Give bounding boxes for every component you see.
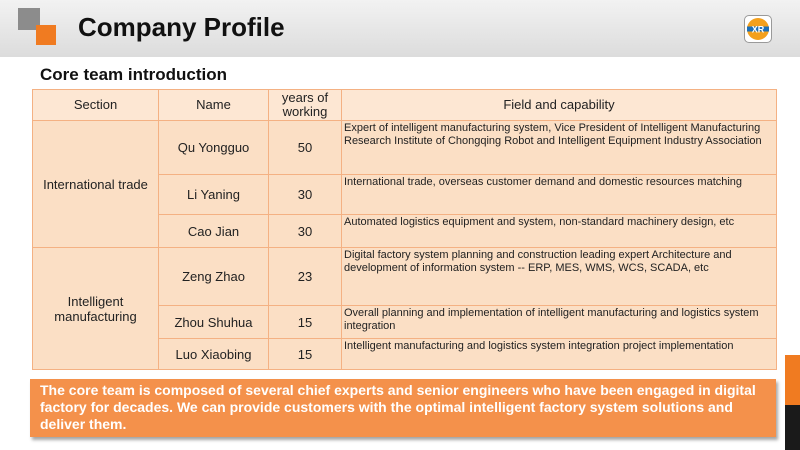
decorative-side-black-bar: [785, 405, 800, 450]
years-cell: 23: [269, 248, 342, 306]
decorative-side-orange-bar: [785, 355, 800, 405]
header-years: years of working: [269, 90, 342, 121]
years-cell: 50: [269, 121, 342, 175]
decorative-orange-square: [36, 25, 56, 45]
name-cell: Zhou Shuhua: [159, 306, 269, 339]
page-title: Company Profile: [78, 12, 285, 42]
name-cell: Luo Xiaobing: [159, 339, 269, 370]
table-row: [33, 121, 777, 175]
header-bar: [0, 0, 800, 57]
field-cell: Automated logistics equipment and system, non-standard machinery design, etc: [342, 215, 777, 248]
logo-text: XR: [751, 24, 765, 35]
field-cell: Intelligent manufacturing and logistics system integration project implementation: [342, 339, 777, 370]
field-cell: Digital factory system planning and construction leading expert Architecture and development of information system -- ERP, MES, WMS, WCS, SCADA, etc: [342, 248, 777, 306]
years-cell: 15: [269, 339, 342, 370]
header-section: Section: [33, 90, 159, 121]
years-cell: 30: [269, 215, 342, 248]
section-cell: International trade: [33, 121, 159, 248]
field-cell: Expert of intelligent manufacturing system, Vice President of Intelligent Manufacturing Research Institute of Chongqing Robot and Intelligent Equipment Industry Association: [342, 121, 777, 175]
section-cell: Intelligent manufacturing: [33, 248, 159, 370]
summary-banner: The core team is composed of several chief experts and senior engineers who have been engaged in digital factory for decades. We can provide customers with the optimal intelligent factory system solutions and deliver them.: [30, 379, 776, 437]
name-cell: Qu Yongguo: [159, 121, 269, 175]
header-name: Name: [159, 90, 269, 121]
name-cell: Zeng Zhao: [159, 248, 269, 306]
header-field: Field and capability: [342, 90, 777, 121]
core-team-table: [32, 89, 776, 369]
company-logo: [744, 15, 772, 43]
field-cell: International trade, overseas customer demand and domestic resources matching: [342, 175, 777, 215]
table-row: [33, 248, 777, 306]
section-title: Core team introduction: [40, 65, 228, 84]
years-cell: 30: [269, 175, 342, 215]
name-cell: Li Yaning: [159, 175, 269, 215]
field-cell: Overall planning and implementation of intelligent manufacturing and logistics system integration: [342, 306, 777, 339]
name-cell: Cao Jian: [159, 215, 269, 248]
years-cell: 15: [269, 306, 342, 339]
